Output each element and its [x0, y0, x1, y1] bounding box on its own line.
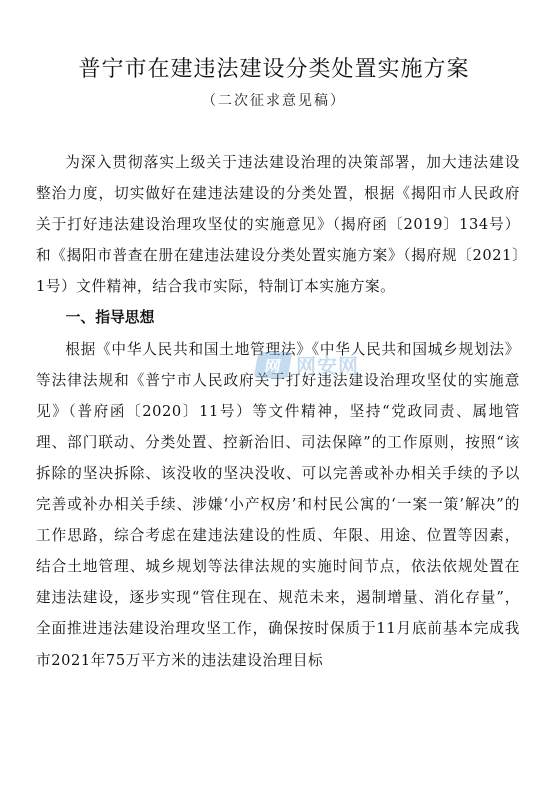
document-body — [36, 147, 520, 676]
document-subtitle: （二次征求意见稿） — [202, 93, 346, 109]
section-heading-guiding-ideology: 一、指导思想 — [65, 309, 155, 327]
watermark-logo-icon: 网 — [254, 352, 293, 378]
watermark-text: 网安网 — [296, 354, 359, 378]
intro-paragraph: 为深入贯彻落实上级关于违法建设治理的决策部署，加大违法建设整治力度，切实做好在建违法建设的分类处置，根据《揭阳市人民政府关于打好违法建设治理攻坚仗的实施意见》（揭府函〔2019〕134号）和《揭阳市普查在册在建违法建设分类处置实施方案》（揭府规〔2021〕1号）文件精神，结合我市实际，特制订本实施方案。 — [36, 154, 520, 296]
guiding-ideology-paragraph: 根据《中华人民共和国土地管理法》《中华人民共和国城乡规划法》等法律法规和《普宁市人民政府关于打好违法建设治理攻坚仗的实施意见》（普府函〔2020〕11号）等文件精神，坚持“党政同责、属地管理、部门联动、分类处置、控新治旧、司法保障”的工作原则，按照“该拆除的坚决拆除、该没收的坚决没收、可以完善或补办相关手续的予以完善或补办相关手续、涉嫌‘小产权房’和村民公寓的‘一案一策’解决”的工作思路，综合考虑在建违法建设的性质、年限、用途、位置等因素，结合土地管理、城乡规划等法律法规的实施时间节点，依法依规处置在建违法建设，逐步实现“管住现在、规范未来，遏制增量、消化存量”，全面推进违法建设治理攻坚工作，确保按时保质于11月底前基本完成我市2021年75万平方米的违法建设治理目标 — [36, 340, 520, 669]
document-title: 普宁市在建违法建设分类处置实施方案 — [78, 57, 470, 82]
